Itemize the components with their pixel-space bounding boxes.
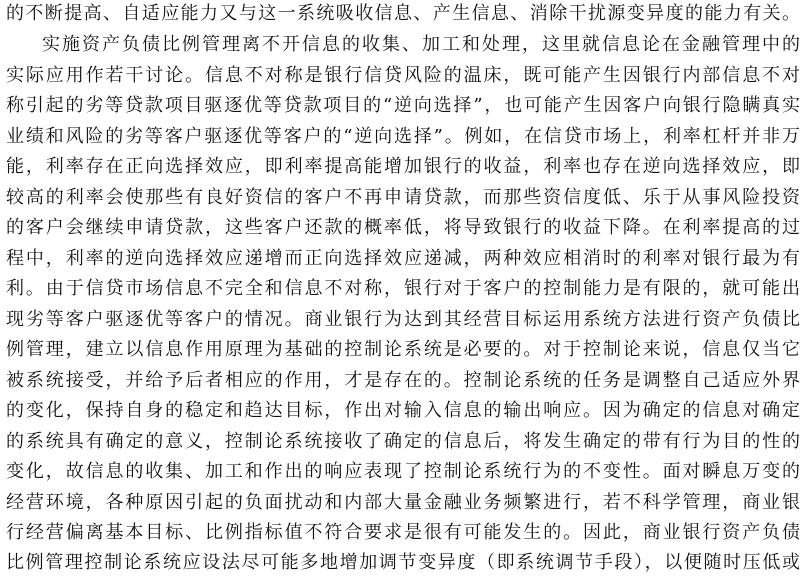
text-line: 能，利率存在正向选择效应，即利率提高能增加银行的收益，利率也存在逆向选择效应，即 [6, 156, 800, 177]
text-line: 变化，故信息的收集、加工和作出的响应表现了控制论系统行为的不变性。面对瞬息万变的 [6, 461, 800, 482]
text-line: 的变化，保持自身的稳定和趋达目标，作出对输入信息的输出响应。因为确定的信息对确定 [6, 400, 800, 421]
text-line: 的不断提高、自适应能力又与这一系统吸收信息、产生信息、消除干扰源变异度的能力有关。 [6, 3, 800, 24]
text-line: 现劣等客户驱逐优等客户的情况。商业银行为达到其经营目标运用系统方法进行资产负债比 [6, 309, 800, 330]
text-line: 较高的利率会使那些有良好资信的客户不再申请贷款，而那些资信度低、乐于从事风险投资 [6, 187, 800, 208]
text-line: 的客户会继续申请贷款，这些客户还款的概率低，将导致银行的收益下降。在利率提高的过 [6, 217, 800, 238]
text-line: 称引起的劣等贷款项目驱逐优等贷款项目的“逆向选择”，也可能产生因客户向银行隐瞒真实 [6, 95, 800, 116]
text-line: 例管理，建立以信息作用原理为基础的控制论系统是必要的。对于控制论来说，信息仅当它 [6, 339, 800, 360]
text-line: 利。由于信贷市场信息不完全和信息不对称，银行对于客户的控制能力是有限的，就可能出 [6, 278, 800, 299]
text-line: 业绩和风险的劣等客户驱逐优等客户的“逆向选择”。例如，在信贷市场上，利率杠杆并非万 [6, 126, 800, 147]
text-line: 比例管理控制论系统应设法尽可能多地增加调节变异度（即系统调节手段），以便随时压低或 [6, 552, 800, 573]
text-line: 被系统接受，并给予后者相应的作用，才是存在的。控制论系统的任务是调整自己适应外界 [6, 370, 800, 391]
text-line: 实际应用作若干讨论。信息不对称是银行信贷风险的温床，既可能产生因银行内部信息不对 [6, 65, 800, 86]
text-line: 程中，利率的逆向选择效应递增而正向选择效应递减，两种效应相消时的利率对银行最为有 [6, 248, 800, 269]
text-line: 经营环境，各种原因引起的负面扰动和内部大量金融业务频繁进行，若不科学管理，商业银 [6, 492, 800, 513]
text-line: 的系统具有确定的意义，控制论系统接收了确定的信息后，将发生确定的带有行为目的性的 [6, 431, 800, 452]
text-line: 实施资产负债比例管理离不开信息的收集、加工和处理，这里就信息论在金融管理中的 [42, 34, 800, 55]
text-line: 行经营偏离基本目标、比例指标值不符合要求是很有可能发生的。因此，商业银行资产负债 [6, 522, 800, 543]
